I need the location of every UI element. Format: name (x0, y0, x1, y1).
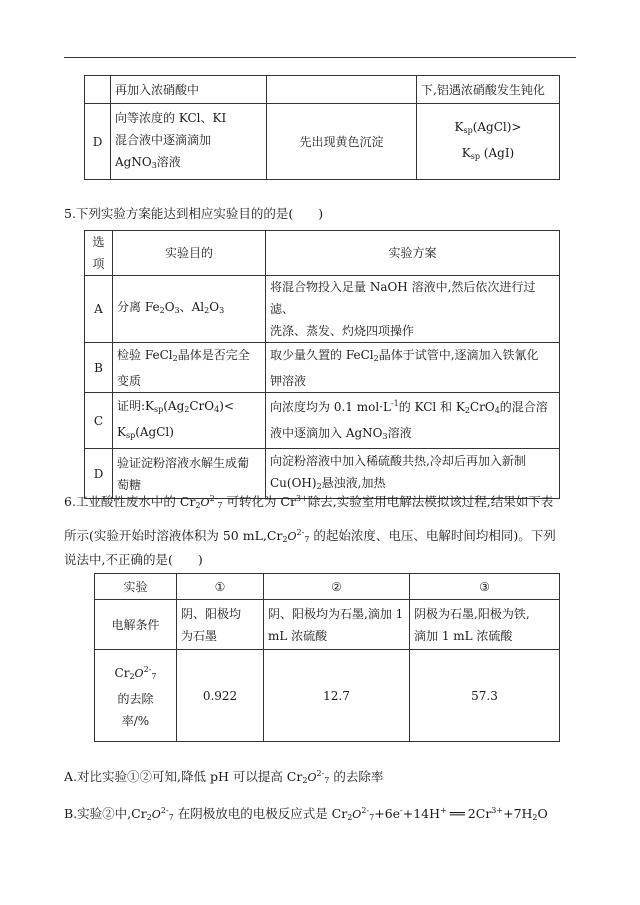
cell: 将混合物投入足量 NaOH 溶液中,然后依次进行过滤、 洗涤、蒸发、灼烧四项操作 (266, 276, 560, 343)
table-continuation (84, 75, 560, 180)
cell: 下,铝遇浓硝酸发生钝化 (417, 76, 560, 104)
question-6-line-1: 6.工业酸性废水中的 $Cr_2O^{2-}_7$ 可转化为 $Cr^{3+}$除去,实验室用电解法模拟该过程,结果如下表 (64, 494, 554, 510)
table-row (85, 276, 560, 343)
question-5-title: 5.下列实验方案能达到相应实验目的的是( ) (64, 206, 324, 221)
cell: 0.922 (177, 650, 264, 742)
cell: $Cr_2O^{2-}_7$ 的去除 率/% (95, 650, 177, 742)
cell: 取少量久置的 FeCl$_2$晶体于试管中,逐滴加入铁氰化 钾溶液 (266, 343, 560, 393)
cell: 分离 $Fe_2O_3$、$Al_2O_3$ (113, 276, 266, 343)
cell: D (85, 104, 111, 180)
question-6-line-2: 所示(实验开始时溶液体积为 50 $mL,Cr_2O^{2-}_7$ 的起始浓度、电压、电解时间均相同)。下列 (64, 528, 556, 544)
cell: 向等浓度的 KCl、KI 混合液中逐滴滴加 AgNO$_3$溶液 (111, 104, 267, 180)
header-cell: 实验方案 (266, 231, 560, 276)
cell: 57.3 (410, 650, 560, 742)
cell: 阴、阳极均 为石墨 (177, 600, 264, 650)
equation-arrow: ══ (449, 806, 465, 821)
question-6-table (94, 573, 560, 742)
header-cell: 选项 (85, 231, 113, 276)
table-row (95, 650, 560, 742)
header-cell: ① (177, 574, 264, 600)
question-5-table (84, 230, 560, 499)
table-row (85, 104, 560, 180)
cell: 验证淀粉溶液水解生成葡 萄糖 (113, 449, 266, 499)
cell: D (85, 449, 113, 499)
table-header-row (95, 574, 560, 600)
table-row (95, 600, 560, 650)
cell: 电解条件 (95, 600, 177, 650)
table-row (85, 343, 560, 393)
cell: 再加入浓硝酸中 (111, 76, 267, 104)
cell: 向浓度均为 0.1 $mol\cdot L^{-1}$的 KCl 和 $K_2CrO_4$的混合溶 液中逐滴加入 AgNO$_3$溶液 (266, 393, 560, 449)
cell: 向淀粉溶液中加入稀硫酸共热,冷却后再加入新制 $Cu(OH)_2$悬浊液,加热 (266, 449, 560, 499)
question-6-line-3: 说法中,不正确的是( ) (64, 552, 203, 567)
cell: 检验 FeCl$_2$晶体是否完全 变质 (113, 343, 266, 393)
cell: B (85, 343, 113, 393)
table-header-row (85, 231, 560, 276)
header-rule (64, 57, 576, 58)
cell: 先出现黄色沉淀 (267, 104, 417, 180)
cell: 阴、阳极均为石墨,滴加 1 mL 浓硫酸 (264, 600, 410, 650)
cell: 12.7 (264, 650, 410, 742)
cell: A (85, 276, 113, 343)
header-cell: 实验 (95, 574, 177, 600)
option-b: B.实验②中$,Cr_2O^{2-}_7$ 在阴极放电的电极反应式是 $Cr_2O^{2-}_7+6e^-+14H^+$ ══ $2Cr^{3+}+7H_2O$ (64, 806, 548, 822)
header-cell: 实验目的 (113, 231, 266, 276)
table-row (85, 76, 560, 104)
option-a: A.对比实验①②可知,降低 pH 可以提高 $Cr_2O^{2-}_7$ 的去除率 (64, 769, 384, 785)
cell: $K_{sp}(AgCl)>$ $K_{sp}$ (AgI) (417, 104, 560, 180)
header-cell: ② (264, 574, 410, 600)
cell: 阴极为石墨,阳极为铁, 滴加 1 mL 浓硫酸 (410, 600, 560, 650)
cell: 证明$:K_{sp}(Ag_2CrO_4)<$ $K_{sp}(AgCl)$ (113, 393, 266, 449)
table-row (85, 393, 560, 449)
header-cell: ③ (410, 574, 560, 600)
cell: C (85, 393, 113, 449)
